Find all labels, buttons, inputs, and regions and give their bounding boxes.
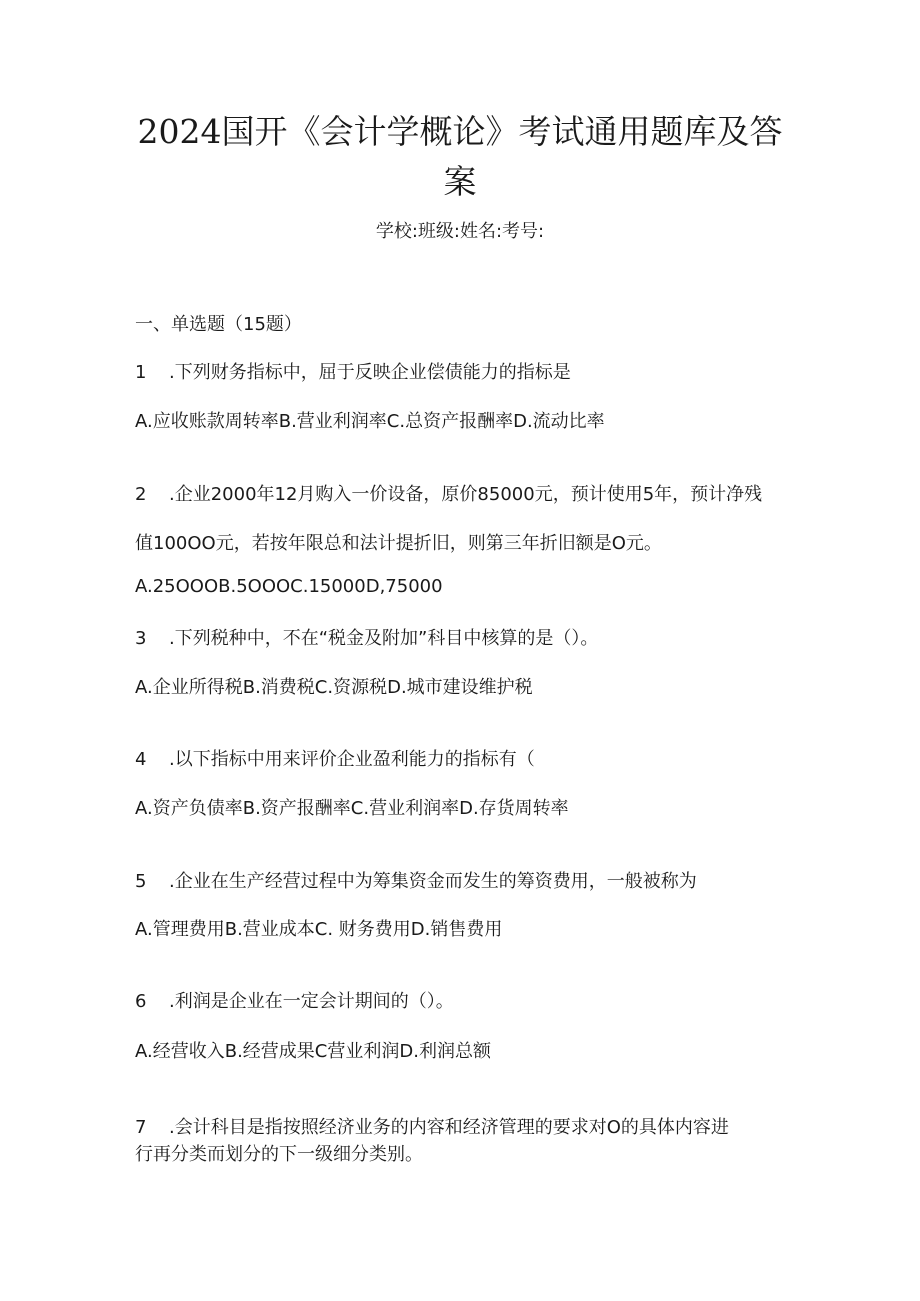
question-number: 7 (135, 1117, 147, 1138)
doc-title-line-2: 案 (443, 162, 477, 201)
question-number: 5 (135, 871, 147, 892)
question-6-options: A.经营收入B.经营成果C营业利润D.利润总额 (135, 1041, 491, 1062)
question-text: .下列财务指标中，屈于反映企业偿债能力的指标是 (169, 362, 571, 383)
section-heading: 一、单选题（15题） (135, 314, 302, 335)
question-7-text-continued: 行再分类而划分的下一级细分类别。 (135, 1144, 423, 1165)
question-3 (135, 626, 598, 652)
question-text: .会计科目是指按照经济业务的内容和经济管理的要求对O的具体内容进 (169, 1117, 729, 1138)
question-6 (135, 989, 454, 1015)
question-number: 3 (135, 628, 147, 649)
question-4 (135, 747, 535, 773)
question-text: .企业在生产经营过程中为筹集资金而发生的筹资费用，一般被称为 (169, 871, 697, 892)
question-text: .以下指标中用来评价企业盈利能力的指标有（ (169, 749, 535, 770)
question-4-options: A.资产负债率B.资产报酬率C.营业利润率D.存货周转率 (135, 798, 569, 819)
question-text: .利润是企业在一定会计期间的（）。 (169, 991, 454, 1012)
question-2-options: A.25OOOB.5OOOC.15000D,75000 (135, 576, 443, 597)
question-5-options: A.管理费用B.营业成本C. 财务费用D.销售费用 (135, 919, 503, 940)
question-number: 1 (135, 362, 147, 383)
question-7 (135, 1115, 729, 1141)
question-1 (135, 360, 571, 386)
question-number: 2 (135, 484, 147, 505)
doc-title-line-1: 2024国开《会计学概论》考试通用题库及答 (137, 112, 783, 151)
question-1-options: A.应收账款周转率B.营业利润率C.总资产报酬率D.流动比率 (135, 411, 605, 432)
question-5 (135, 869, 697, 895)
question-number: 4 (135, 749, 147, 770)
question-2 (135, 482, 762, 508)
question-number: 6 (135, 991, 147, 1012)
question-2-text-continued: 值100OO元，若按年限总和法计提折旧，则第三年折旧额是O元。 (135, 533, 662, 554)
question-text: .企业2000年12月购入一价设备，原价85000元，预计使用5年，预计净残 (169, 484, 763, 505)
student-info-line: 学校:班级:姓名:考号: (375, 221, 545, 242)
question-text: .下列税种中，不在“税金及附加”科目中核算的是（）。 (169, 628, 599, 649)
question-3-options: A.企业所得税B.消费税C.资源税D.城市建设维护税 (135, 677, 533, 698)
